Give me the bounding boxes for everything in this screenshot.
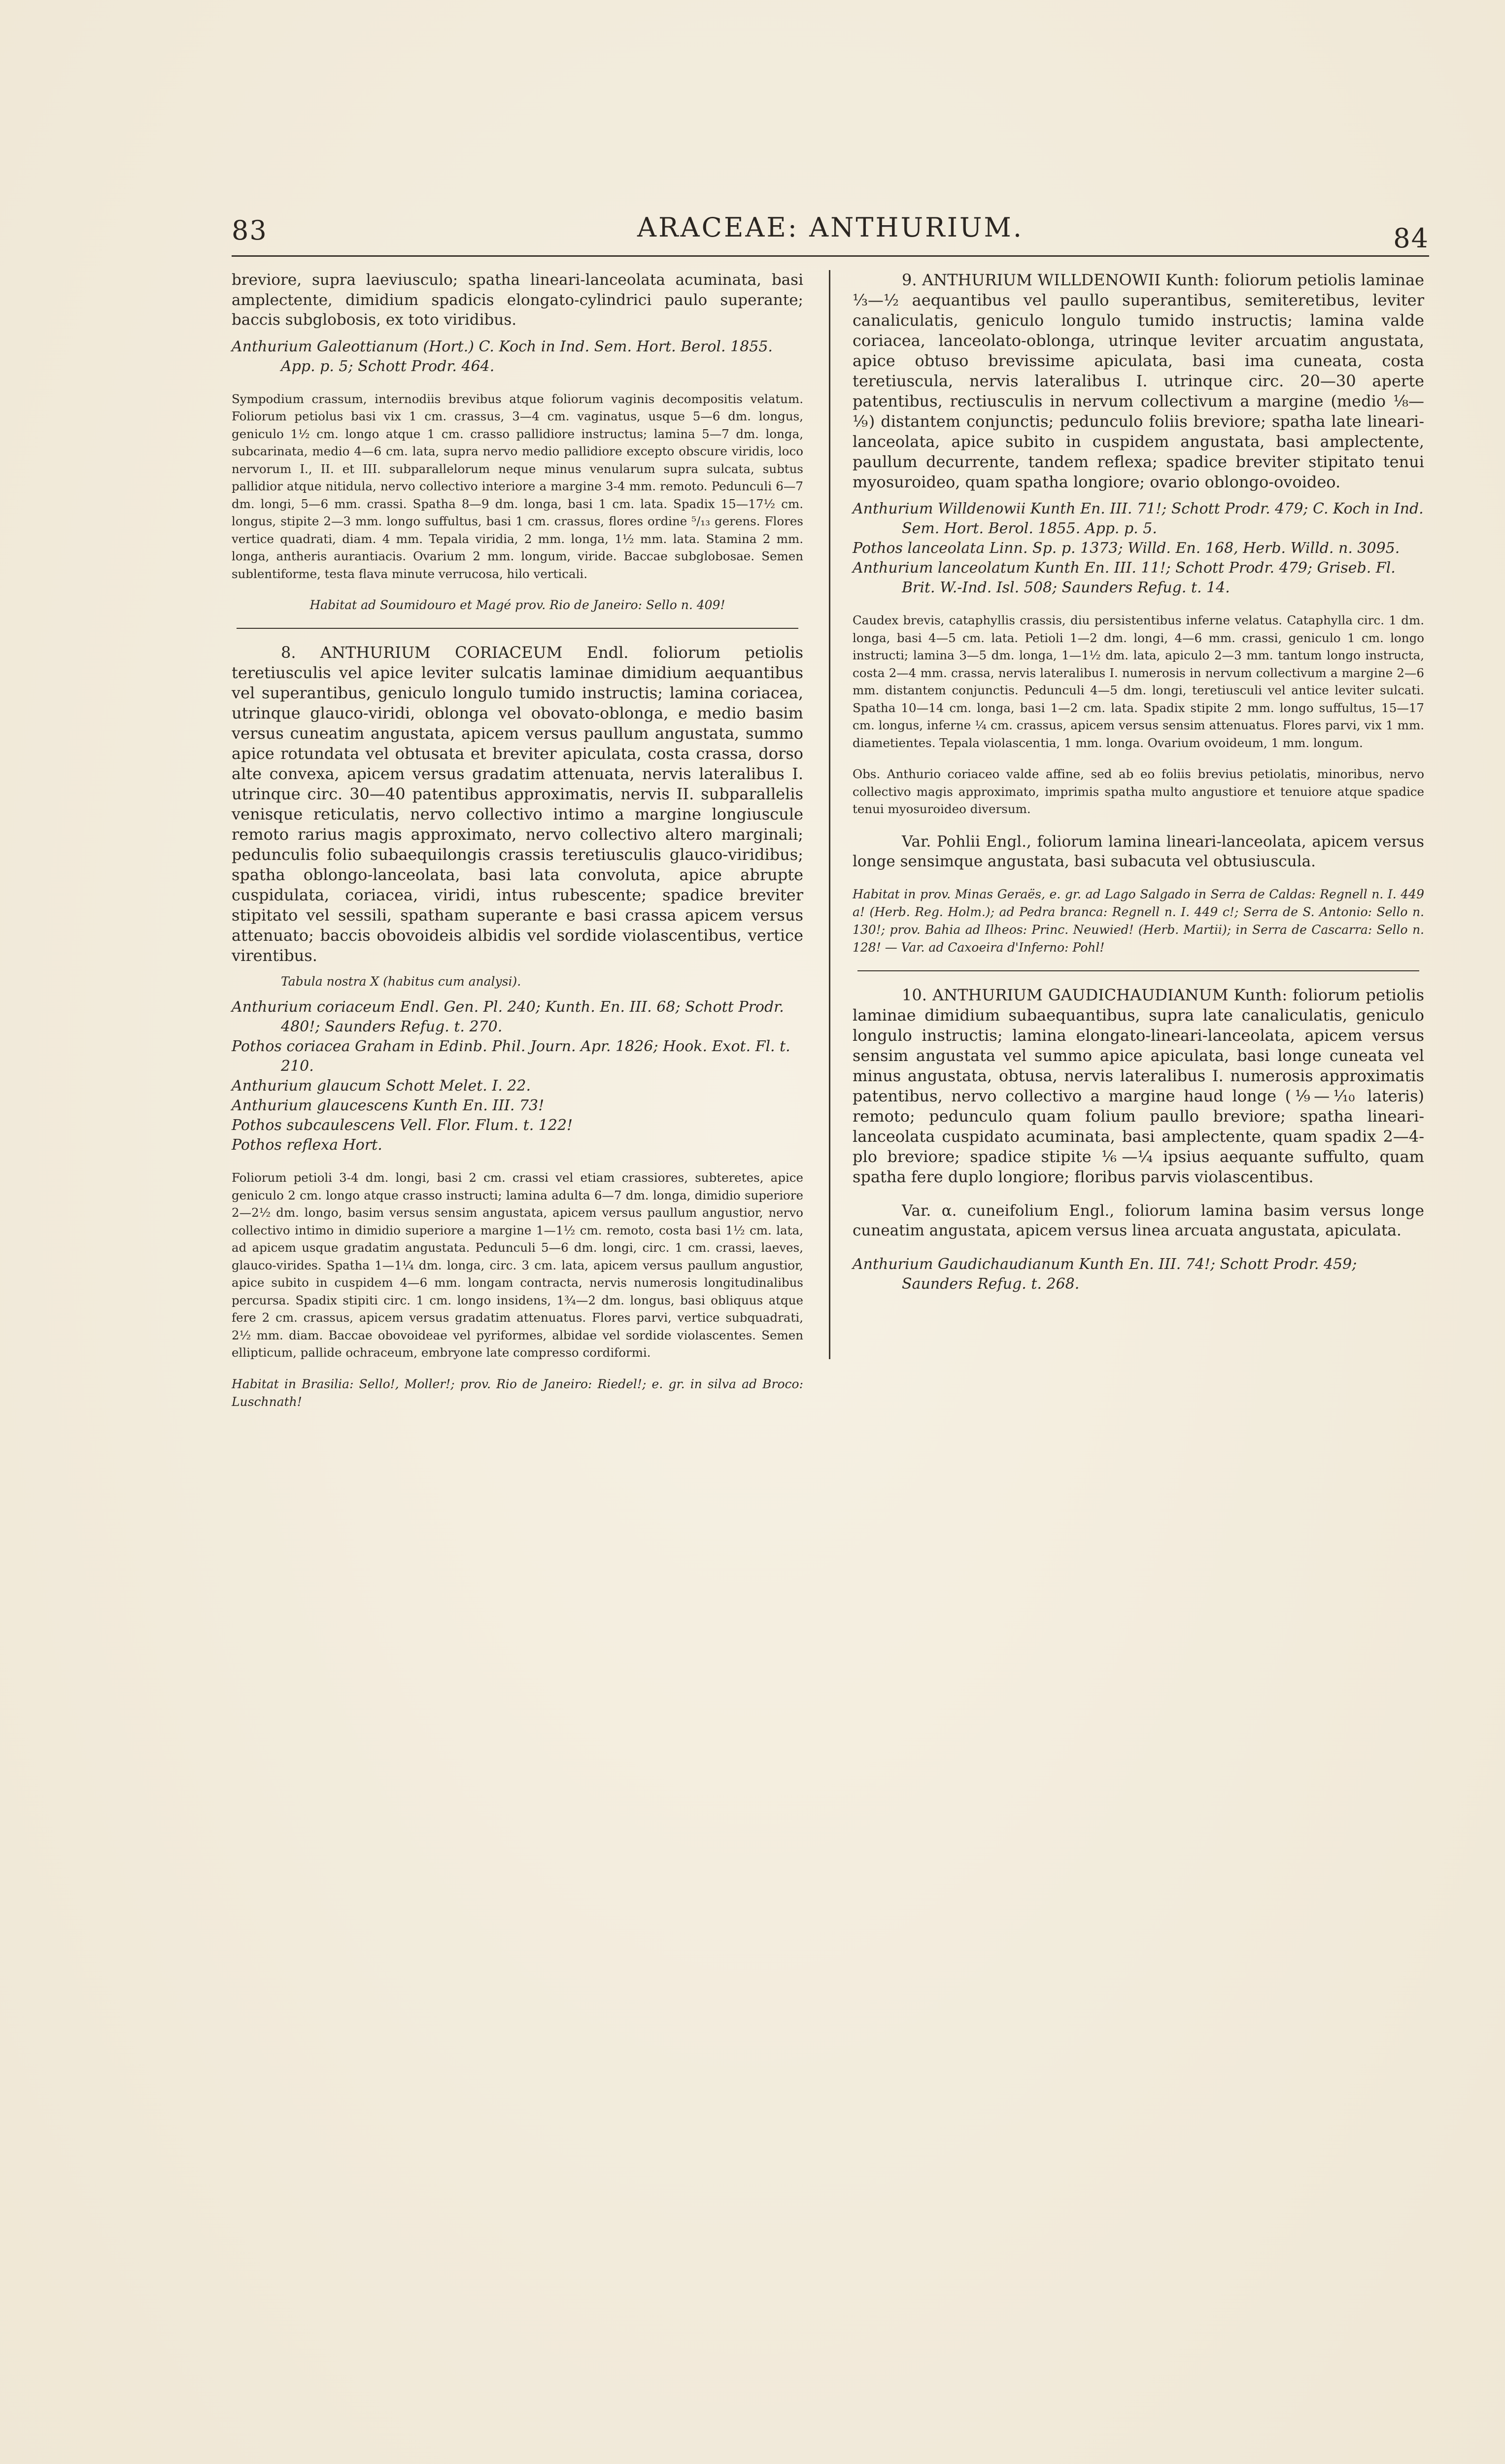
right-column: [853, 270, 1424, 1294]
variety-pohlii: Var. Pohlii Engl., foliorum lamina lineari-lanceolata, apicem versus longe sensimque angustata, basi subacuta vel obtusiuscula.: [853, 832, 1424, 870]
description-detail-9: Caudex brevis, cataphyllis crassis, diu persistentibus inferne velatus. Cataphylla circ. 1 dm. longa, basi 4—5 cm. lata. Petioli 1—2 dm. longi, 4—6 mm. crassi, geniculo 1 cm. longo instructi; lamina 3—5 dm. longa, 1—1½ dm. lata, apiculo 2—3 mm. tantum longo instructa, costa 2—4 mm. crassa, nervis lateralibus I. numerosis in nervum collectivum a margine 2—6 mm. distantem conjunctis. Pedunculi 4—5 dm. longi, teretiusculi vel antice leviter sulcati. Spatha 10—14 cm. longa, basi 1—2 cm. lata. Spadix stipite 2 mm. longo suffultus, 15—17 cm. longus, inferne ¼ cm. crassus, apicem versus sensim attenuatus. Flores parvi, vix 1 mm. diametientes. Tepala violascentia, 1 mm. longa. Ovarium ovoideum, 1 mm. longum.: [853, 613, 1424, 750]
habitat-8: Habitat in Brasilia: Sello!, Moller!; prov. Rio de Janeiro: Riedel!; e. gr. in silva ad Broco: Luschnath!: [232, 1376, 803, 1409]
synonym-9-1: Pothos lanceolata Linn. Sp. p. 1373; Willd. En. 168, Herb. Willd. n. 3095.: [853, 540, 1400, 557]
observation-9: Obs. Anthurio coriaceo valde affine, sed ab eo foliis brevius petiolatis, minoribus, nervo collectivo magis approximato, imprimis spatha multo angustiore et tenuiore atque spadice tenui myosuroideo diversum.: [853, 767, 1424, 816]
synonym-8-1: Pothos coriacea Graham in Edinb. Phil. Journ. Apr. 1826; Hook. Exot. Fl. t. 210.: [232, 1038, 790, 1075]
species-9-diagnosis: 9. ANTHURIUM WILLDENOWII Kunth: foliorum petiolis laminae ⅓—½ aequantibus vel paullo superantibus, semiteretibus, leviter canaliculatis, geniculo longulo tumido instructis; lamina valde coriacea, lanceolato-oblonga, utrinque leviter arcuatim angustata, apice obtuso brevissime apiculata, basi ima cuneata, costa teretiuscula, nervis lateralibus I. utrinque circ. 20—30 aperte patentibus, rectiusculis in nervum collectivum a margine (medio ⅛—⅑) distantem conjunctis; pedunculo foliis breviore; spatha late lineari-lanceolata, apice subito in cuspidem angustata, basi amplectente, paullum decurrente, tandem reflexa; spadice breviter stipitato tenui myosuroideo, quam spatha longiore; ovario oblongo-ovoideo.: [853, 271, 1424, 491]
page-number-right: 84: [1393, 223, 1429, 254]
variety-cuneifolium: Var. α. cuneifolium Engl., foliorum lamina basim versus longe cuneatim angustata, apicem versus linea arcuata angustata, apiculata.: [853, 1201, 1424, 1239]
page-number-left: 83: [232, 215, 268, 246]
left-column: [232, 270, 803, 1411]
running-title: ARACEAE: ANTHURIUM.: [637, 212, 1024, 243]
plate-reference: Tabula nostra X (habitus cum analysi).: [281, 974, 521, 989]
synonym-8-4: Pothos subcaulescens Vell. Flor. Flum. t. 122!: [232, 1117, 573, 1134]
column-divider: [829, 270, 830, 1359]
description-detail-7: Sympodium crassum, internodiis brevibus atque foliorum vaginis decompositis velatum. Foliorum petiolus basi vix 1 cm. crassus, 3—4 cm. vaginatus, usque 5—6 dm. longus, geniculo 1½ cm. longo atque 1 cm. crasso pallidiore instructus; lamina 5—7 dm. longa, subcarinata, medio 4—6 cm. lata, supra nervo medio pallidiore excepto obscure viridis, loco nervorum I., II. et III. subparallelorum neque minus venularum supra sulcata, subtus pallidior atque nitidula, nervo collectivo interiore a margine 3-4 mm. remoto. Pedunculi 6—7 dm. longi, 5—6 mm. crassi. Spatha 8—9 dm. longa, basi 1 cm. lata. Spadix 15—17½ cm. longus, stipite 2—3 mm. longo suffultus, basi 1 cm. crassus, flores ordine ⁵/₁₃ gerens. Flores vertice quadrati, diam. 4 mm. Tepala viridia, 2 mm. longa, 1½ mm. lata. Stamina 2 mm. longa, antheris aurantiacis. Ovarium 2 mm. longum, viride. Baccae subglobosae. Semen sublentiforme, testa flava minute verrucosa, hilo verticali.: [232, 391, 803, 581]
synonym-galeottianum: Anthurium Galeottianum (Hort.) C. Koch in Ind. Sem. Hort. Berol. 1855. App. p. 5; Schott Prodr. 464.: [232, 338, 773, 375]
synonym-9-2: Anthurium lanceolatum Kunth En. III. 11!; Schott Prodr. 479; Griseb. Fl. Brit. W.-Ind. Isl. 508; Saunders Refug. t. 14.: [853, 559, 1396, 596]
page-header: [232, 212, 1429, 256]
synonym-10: Anthurium Gaudichaudianum Kunth En. III. 74!; Schott Prodr. 459; Saunders Refug. t. 268.: [853, 1255, 1357, 1293]
habitat-9: Habitat in prov. Minas Geraës, e. gr. ad Lago Salgado in Serra de Caldas: Regnell n. I. 449 a! (Herb. Reg. Holm.); ad Pedra branca: Regnell n. I. 449 c!; Serra de S. Antonio: Sello n. 130!; prov. Bahia ad Ilheos: Princ. Neuwied! (Herb. Martii); in Serra de Cascarra: Sello n. 128! — Var. ad Caxoeira d'Inferno: Pohl!: [853, 887, 1424, 955]
species-10-diagnosis: 10. ANTHURIUM GAUDICHAUDIANUM Kunth: foliorum petiolis laminae dimidium subaequantibus, supra late canaliculatis, geniculo longulo instructis; lamina elongato-lineari-lanceolata, apicem versus sensim angustata vel summo apice apiculata, basi longe cuneata vel minus angustata, obtusa, nervis lateralibus I. numerosis approximatis patentibus, nervo collectivo a margine haud longe (⅑—⅒ lateris) remoto; pedunculo quam folium paullo breviore; spatha lineari-lanceolata cuspidato acuminata, basi amplectente, quam spadix 2—4-plo breviore; spadice stipite ⅙—¼ ipsius aequante suffulto, quam spatha fere duplo longiore; floribus parvis violascentibus.: [853, 985, 1424, 1186]
synonym-8-3: Anthurium glaucescens Kunth En. III. 73!: [232, 1097, 545, 1114]
synonym-8-2: Anthurium glaucum Schott Melet. I. 22.: [232, 1077, 531, 1095]
synonym-9-0: Anthurium Willdenowii Kunth En. III. 71!; Schott Prodr. 479; C. Koch in Ind. Sem. Hort. Berol. 1855. App. p. 5.: [853, 500, 1424, 537]
header-rule: [232, 255, 1429, 257]
continued-description: breviore, supra laeviusculo; spatha lineari-lanceolata acuminata, basi amplectente, dimidium spadicis elongato-cylindrici paulo superante; baccis subglobosis, ex toto viridibus.: [232, 271, 803, 329]
description-detail-8: Foliorum petioli 3-4 dm. longi, basi 2 cm. crassi vel etiam crassiores, subteretes, apice geniculo 2 cm. longo atque crasso instructi; lamina adulta 6—7 dm. longa, dimidio superiore 2—2½ dm. longo, basim versus sensim angustata, apicem versus paullum angustior, nervo collectivo intimo in dimidio superiore a margine 1—1½ cm. remoto, costa basi 1½ cm. lata, ad apicem usque gradatim angustata. Pedunculi 5—6 dm. longi, circ. 1 cm. crassi, laeves, glauco-virides. Spatha 1—1¼ dm. longa, circ. 3 cm. lata, apicem versus paullum angustior, apice subito in cuspidem 4—6 mm. longam contracta, nervis numerosis longitudinalibus percursa. Spadix stipiti circ. 1 cm. longo insidens, 1¾—2 dm. longus, basi obliquus atque fere 2 cm. crassus, apicem versus gradatim attenuatus. Flores parvi, vertice subquadrati, 2½ mm. diam. Baccae obovoideae vel pyriformes, albidae vel sordide violascentes. Semen ellipticum, pallide ochraceum, embryone late compresso cordiformi.: [232, 1170, 803, 1360]
synonym-8-0: Anthurium coriaceum Endl. Gen. Pl. 240; Kunth. En. III. 68; Schott Prodr. 480!; Saunders Refug. t. 270.: [232, 998, 784, 1035]
species-8-diagnosis: 8. ANTHURIUM CORIACEUM Endl. foliorum petiolis teretiusculis vel apice leviter sulcatis laminae dimidium aequantibus vel superantibus, geniculo longulo tumido instructis; lamina coriacea, utrinque glauco-viridi, oblonga vel obovato-oblonga, e medio basim versus cuneatim angustata, apicem versus paullum angustata, summo apice rotundata vel obtusata et breviter apiculata, costa crassa, dorso alte convexa, apicem versus gradatim attenuata, nervis lateralibus I. utrinque circ. 30—40 patentibus approximatis, nervis II. subparallelis venisque reticulatis, nervo collectivo intimo a margine longiuscule remoto rarius magis approximato, nervo collectivo altero marginali; pedunculis folio subaequilongis crassis teretiusculis glauco-viridibus; spatha oblongo-lanceolata, basi lata convoluta, apice abrupte cuspidulata, coriacea, viridi, intus rubescente; spadice breviter stipitato vel sessili, spatham superante e basi crassa apicem versus attenuato; baccis obovoideis albidis vel sordide violascentibus, vertice virentibus.: [232, 643, 803, 965]
synonym-8-5: Pothos reflexa Hort.: [232, 1136, 382, 1154]
habitat-7: Habitat ad Soumidouro et Magé prov. Rio de Janeiro: Sello n. 409!: [309, 598, 725, 612]
